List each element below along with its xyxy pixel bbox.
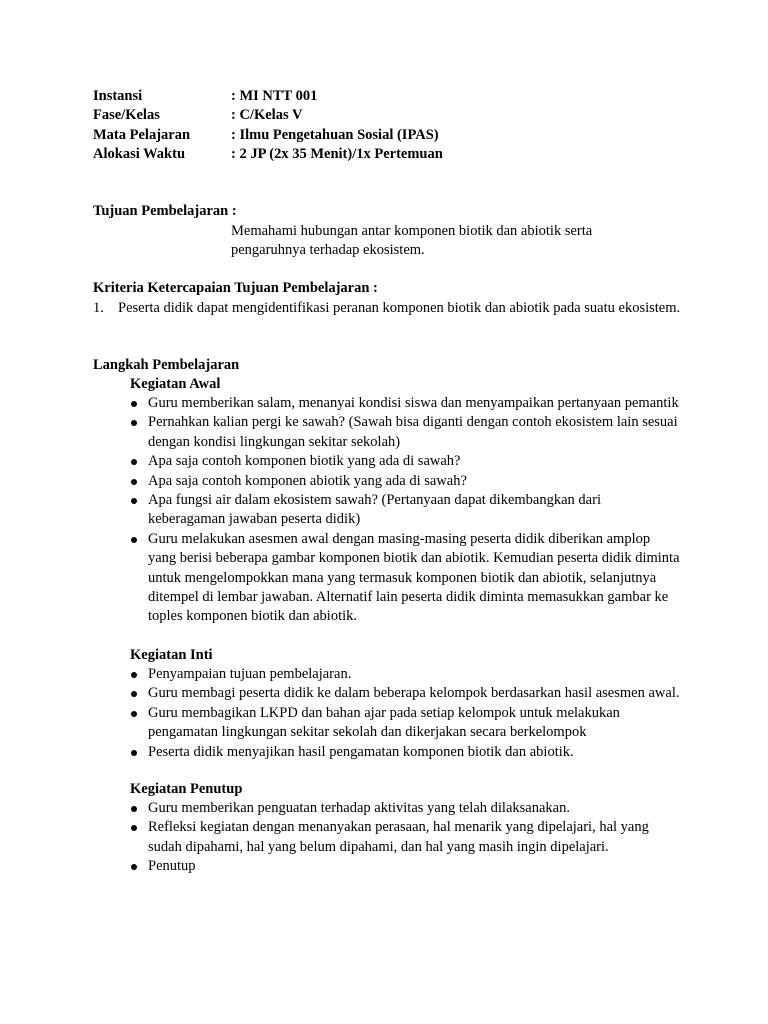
bullet-icon [131,750,137,756]
tujuan-title: Tujuan Pembelajaran : [93,203,237,219]
list-text: Guru memberikan salam, menanyai kondisi siswa dan menyampaikan pertanyaan pemantik [148,395,679,411]
bullet-icon [131,537,137,543]
list-item [130,684,680,703]
meta-value: : Ilmu Pengetahuan Sosial (IPAS) [231,126,439,143]
list-item [130,818,680,857]
meta-label: Instansi [93,88,143,104]
bullet-icon [131,459,137,465]
list-item [130,452,680,471]
kegiatan-awal-title: Kegiatan Awal [130,376,221,392]
meta-value: : 2 JP (2x 35 Menit)/1x Pertemuan [231,146,443,163]
langkah-title: Langkah Pembelajaran [93,357,240,373]
meta-row-fase [93,106,443,125]
list-item [130,857,680,876]
bullet-icon [131,825,137,831]
bullet-icon [131,479,137,485]
meta-label: Fase/Kelas [93,107,160,124]
meta-row-instansi [93,87,443,106]
list-item [130,530,680,627]
meta-row-alokasi [93,145,443,164]
list-text: Guru membagi peserta didik ke dalam beberapa kelompok berdasarkan hasil asesmen awal. [148,685,680,702]
bullet-icon [131,401,137,407]
list-text: Apa saja contoh komponen biotik yang ada di sawah? [148,453,461,470]
list-item [130,799,680,818]
kegiatan-inti-title: Kegiatan Inti [130,647,213,663]
list-text: Penutup [148,858,196,875]
bullet-icon [131,711,137,717]
tujuan-text: Memahami hubungan antar komponen biotik dan abiotik serta pengaruhnya terhadap ekosistem. [231,223,593,259]
list-item [130,491,680,530]
list-text: Apa fungsi air dalam ekosistem sawah? (Pertanyaan dapat dikembangkan dari keberagaman jawaban peserta didik) [148,492,601,528]
list-item [130,704,680,743]
list-item [130,665,680,684]
kriteria-list [93,299,683,318]
meta-value: : C/Kelas V [231,107,303,124]
list-text: Guru melakukan asesmen awal dengan masing-masing peserta didik diberikan amplop yang berisi beberapa gambar komponen biotik dan abiotik. Kemudian peserta didik diminta untuk mengelompokkan mana yang termasuk komponen biotik dan abiotik, selanjutnya ditempel di lembar jawaban. Alternatif lain peserta didik diminta memasukkan gambar ke toples komponen biotik dan abiotik. [148,530,680,625]
list-text: Refleksi kegiatan dengan menanyakan perasaan, hal menarik yang dipelajari, hal yang sudah dipahami, hal yang belum dipahami, dan hal yang masih ingin dipelajari. [148,819,649,855]
kegiatan-inti-list [130,665,680,762]
kegiatan-penutup-title: Kegiatan Penutup [130,781,243,797]
bullet-icon [131,420,137,426]
identity-block [93,87,443,165]
list-item [130,394,680,413]
meta-label: Mata Pelajaran [93,126,191,143]
kriteria-title: Kriteria Ketercapaian Tujuan Pembelajaran : [93,280,378,296]
list-text: Penyampaian tujuan pembelajaran. [148,666,352,682]
bullet-icon [131,498,137,504]
list-item [130,413,680,452]
list-item [130,472,680,491]
kegiatan-penutup-list [130,799,680,877]
bullet-icon [131,806,137,812]
list-text: Peserta didik menyajikan hasil pengamatan komponen biotik dan abiotik. [148,743,574,760]
bullet-icon [131,864,137,870]
list-text: Guru memberikan penguatan terhadap aktivitas yang telah dilaksanakan. [148,800,570,816]
list-text: Guru membagikan LKPD dan bahan ajar pada setiap kelompok untuk melakukan pengamatan lingkungan sekitar sekolah dan dikerjakan secara berkelompok [148,704,620,741]
list-number: 1. [93,300,104,316]
list-item [130,743,680,762]
kegiatan-awal-list [130,394,680,627]
meta-value: : MI NTT 001 [231,88,318,104]
list-item [93,299,683,318]
list-text: Apa saja contoh komponen abiotik yang ada di sawah? [148,472,467,489]
meta-row-mapel [93,126,443,145]
bullet-icon [131,672,137,678]
list-text: Peserta didik dapat mengidentifikasi peranan komponen biotik dan abiotik pada suatu ekosistem. [118,300,681,316]
meta-label: Alokasi Waktu [93,146,186,163]
list-text: Pernahkan kalian pergi ke sawah? (Sawah bisa diganti dengan contoh ekosistem lain sesuai dengan kondisi lingkungan sekitar sekolah) [148,414,678,450]
bullet-icon [131,691,137,697]
